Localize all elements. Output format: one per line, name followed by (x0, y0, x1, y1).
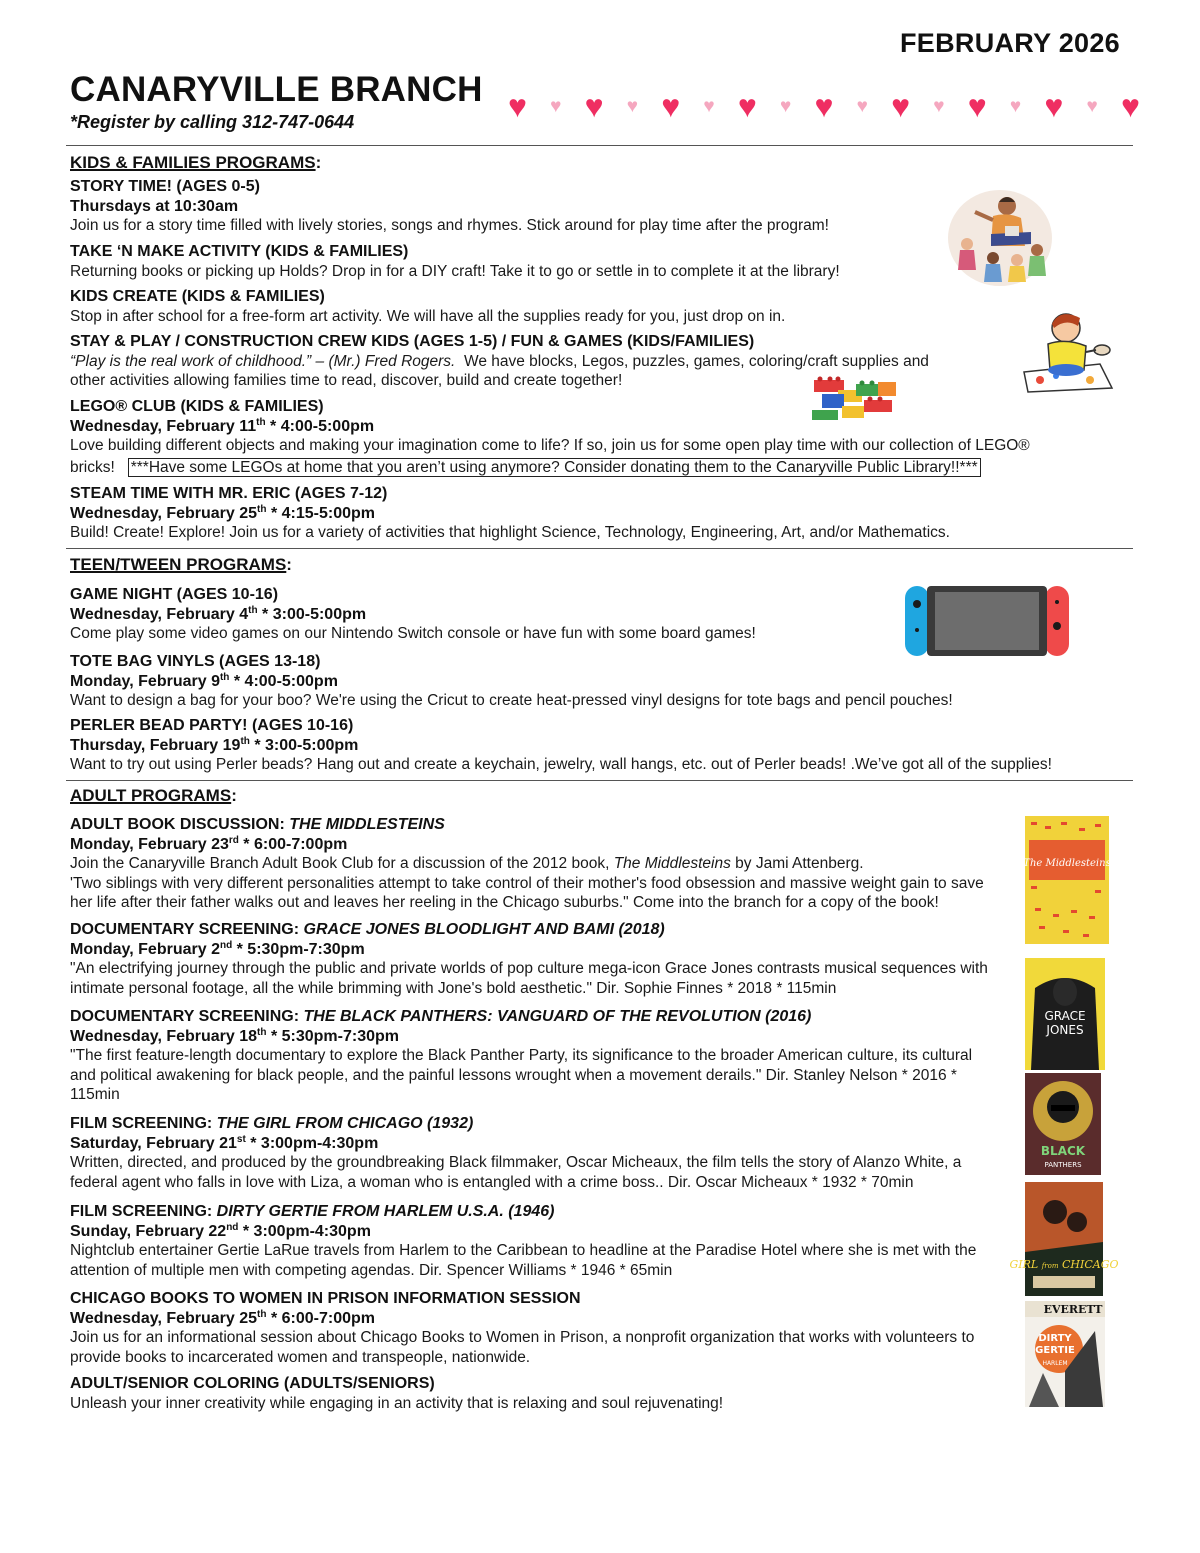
black-panthers-cover (1025, 1073, 1101, 1175)
grace-jones-cover (1025, 958, 1105, 1070)
kid-painting-illustration (1020, 306, 1116, 392)
heart-icon: ♥ (584, 88, 604, 124)
adult-section-heading: ADULT PROGRAMS: (70, 786, 237, 805)
program-desc: Unleash your inner creativity while engaging in an activity that is relaxing and soul rejuvenating! (70, 1394, 724, 1412)
program-desc: other activities allowing families time to read, discover, build and create together! (70, 372, 623, 389)
program-title: ADULT BOOK DISCUSSION: THE MIDDLESTEINS (70, 816, 445, 833)
cover-title: DIRTY (1038, 1333, 1072, 1344)
program-desc: Want to try out using Perler beads? Hang out and create a keychain, jewelry, wall hangs, etc. out of Perler beads! .We’ve got all of the supplies! (70, 756, 1052, 773)
program-title: STAY & PLAY / CONSTRUCTION CREW KIDS (AGES 1-5) / FUN & GAMES (KIDS/FAMILIES) (70, 333, 755, 350)
program-dirty-gertie (70, 1202, 976, 1280)
heart-icon: ♥ (550, 95, 562, 117)
divider (66, 548, 1133, 549)
program-desc: Stop in after school for a free-form art activity. We will have all the supplies ready for you, just drop on in. (70, 307, 786, 325)
program-desc: 'Two siblings with very different personalities attempt to take control of their mother's food obsession and massive weight gain to save (70, 874, 984, 892)
program-desc: "The first feature-length documentary to explore the Black Panther Party, its significance to the broader American culture, its cultural (70, 1047, 973, 1064)
program-grace-jones (70, 920, 988, 998)
heart-icon: ♥ (933, 95, 945, 117)
heart-icon: ♥ (780, 95, 792, 117)
program-date: Wednesday, February 11th * 4:00-5:00pm (70, 416, 375, 435)
program-kids-create (70, 287, 785, 326)
cover-title: JONES (1046, 1023, 1084, 1037)
program-desc: Join the Canaryville Branch Adult Book Club for a discussion of the 2012 book, The Middlesteins by Jami Attenberg. (70, 855, 864, 872)
storytime-illustration (945, 184, 1055, 288)
program-desc: provide books to incarcerated women and transpeople, nationwide. (70, 1348, 531, 1366)
cover-title: GERTIE (1035, 1345, 1075, 1356)
program-black-panthers (70, 1007, 972, 1105)
cover-title: BLACK (1040, 1144, 1086, 1158)
program-take-n-make (70, 242, 840, 281)
program-desc: 115min (70, 1086, 120, 1103)
heart-icon: ♥ (737, 88, 757, 124)
middlesteins-cover (1025, 816, 1109, 944)
heart-icon: ♥ (814, 88, 834, 124)
program-game-night (70, 585, 756, 644)
program-title: TOTE BAG VINYLS (AGES 13-18) (70, 653, 321, 670)
program-date: Monday, February 23rd * 6:00-7:00pm (70, 834, 348, 853)
program-desc: Nightclub entertainer Gertie LaRue travels from Harlem to the Caribbean to headline at the Paradise Hotel where she is met with the (70, 1242, 977, 1259)
program-date: Sunday, February 22nd * 3:00pm-4:30pm (70, 1221, 371, 1240)
heart-icon: ♥ (1009, 95, 1022, 117)
register-note: *Register by calling 312-747-0644 (70, 112, 355, 132)
program-title: LEGO® CLUB (KIDS & FAMILIES) (70, 398, 324, 415)
cover-title: GIRL from CHICAGO (1009, 1258, 1119, 1271)
heart-icon: ♥ (967, 88, 987, 124)
teen-section-heading: TEEN/TWEEN PROGRAMS: (70, 555, 292, 574)
program-story-time (70, 177, 829, 236)
program-title: DOCUMENTARY SCREENING: THE BLACK PANTHERS: VANGUARD OF THE REVOLUTION (2016) (70, 1008, 812, 1025)
program-title: DOCUMENTARY SCREENING: GRACE JONES BLOODLIGHT AND BAMI (2018) (70, 921, 665, 938)
program-desc: her life after their father walks out and leaves her reeling in the Chicago suburbs." Come into the branch for a copy of the book! (70, 894, 939, 911)
program-title: STEAM TIME WITH MR. ERIC (AGES 7-12) (70, 485, 388, 502)
nintendo-switch-illustration (903, 582, 1071, 660)
heart-icon: ♥ (1121, 88, 1140, 124)
program-desc: attention of multiple men with competing agendas. Dir. Spencer Williams * 1946 * 65min (70, 1261, 673, 1279)
program-desc: Join us for a story time filled with lively stories, songs and rhymes. Stick around for play time after the program! (70, 217, 829, 234)
program-desc: “Play is the real work of childhood.” – (Mr.) Fred Rogers. We have blocks, Legos, puzzles, games, coloring/craft supplies and (70, 352, 929, 370)
program-desc: intimate personal footage, all the while brimming with Jone's bold aesthetic." Dir. Sophie Finnes * 2018 * 115min (70, 979, 837, 997)
lego-donation-note: ***Have some LEGOs at home that you aren’t using anymore? Consider donating them to the Canaryville Public Library!!*** (128, 458, 981, 477)
heart-icon: ♥ (856, 95, 868, 117)
program-desc: "An electrifying journey through the public and private worlds of pop culture mega-icon Grace Jones contrasts musical sequences with (70, 960, 988, 977)
program-desc: federal agent who falls in love with Liza, a woman who is entangled with a crime boss.. Dir. Oscar Micheaux * 1932 * 70min (70, 1173, 914, 1191)
heart-icon: ♥ (508, 88, 527, 124)
month-label: FEBRUARY 2026 (900, 28, 1120, 58)
program-desc: Want to design a bag for your boo? We're using the Cricut to create heat-pressed vinyl designs for tote bags and pencil pouches! (70, 692, 953, 709)
divider (66, 780, 1133, 781)
program-desc: Love building different objects and making your imagination come to life? If so, join us for some open play time with our collection of LEGO® (70, 437, 1030, 454)
hearts-border (508, 88, 1140, 124)
program-date: Wednesday, February 25th * 4:15-5:00pm (70, 503, 375, 522)
heart-icon: ♥ (626, 95, 639, 117)
program-title: ADULT/SENIOR COLORING (ADULTS/SENIORS) (70, 1375, 435, 1392)
program-title: STORY TIME! (AGES 0-5) (70, 178, 260, 195)
program-desc: Written, directed, and produced by the groundbreaking Black filmmaker, Oscar Micheaux, the film tells the story of Alanzo White, a (70, 1154, 962, 1171)
program-adult-coloring (70, 1374, 723, 1413)
program-desc: bricks! ***Have some LEGOs at home that you aren’t using anymore? Consider donating them to the Canaryville Public Library!!*** (70, 458, 1030, 478)
cover-title: GRACE (1044, 1009, 1086, 1023)
heart-icon: ♥ (1086, 95, 1098, 117)
program-title: KIDS CREATE (KIDS & FAMILIES) (70, 288, 325, 305)
program-title: TAKE ‘N MAKE ACTIVITY (KIDS & FAMILIES) (70, 243, 409, 260)
program-date: Thursdays at 10:30am (70, 197, 239, 215)
heart-icon: ♥ (891, 88, 911, 124)
cover-title: The Middlesteins (1023, 858, 1111, 869)
program-date: Monday, February 9th * 4:00-5:00pm (70, 671, 338, 690)
program-title: CHICAGO BOOKS TO WOMEN IN PRISON INFORMATION SESSION (70, 1290, 581, 1307)
heart-icon: ♥ (1044, 88, 1064, 124)
heart-icon: ♥ (661, 88, 681, 124)
program-desc: Come play some video games on our Nintendo Switch console or have fun with some board games! (70, 625, 756, 642)
dirty-gertie-cover (1025, 1301, 1105, 1407)
program-desc: Build! Create! Explore! Join us for a variety of activities that highlight Science, Technology, Engineering, Art, and/or Mathematics. (70, 524, 950, 541)
program-title: PERLER BEAD PARTY! (AGES 10-16) (70, 717, 354, 734)
program-date: Wednesday, February 25th * 6:00-7:00pm (70, 1308, 375, 1327)
program-book-discussion (70, 815, 984, 913)
program-perler (70, 716, 1052, 775)
program-date: Wednesday, February 18th * 5:30pm-7:30pm (70, 1026, 399, 1045)
program-desc: Returning books or picking up Holds? Drop in for a DIY craft! Take it to go or settle in to complete it at the library! (70, 262, 840, 280)
girl-from-chicago-cover (1009, 1182, 1119, 1296)
cover-title: EVERETT (1043, 1303, 1103, 1316)
program-steam-time (70, 484, 950, 543)
cover-title: HARLEM (1042, 1360, 1068, 1367)
branch-title: CANARYVILLE BRANCH (70, 70, 483, 109)
program-tote-bag (70, 652, 953, 711)
program-date: Monday, February 2nd * 5:30pm-7:30pm (70, 939, 365, 958)
program-date: Thursday, February 19th * 3:00-5:00pm (70, 735, 359, 754)
divider (66, 145, 1133, 146)
cover-title: PANTHERS (1044, 1161, 1082, 1169)
program-books-to-women (70, 1289, 974, 1367)
program-title: FILM SCREENING: THE GIRL FROM CHICAGO (1932) (70, 1115, 474, 1132)
program-title: FILM SCREENING: DIRTY GERTIE FROM HARLEM U.S.A. (1946) (70, 1203, 555, 1220)
program-date: Wednesday, February 4th * 3:00-5:00pm (70, 604, 367, 623)
program-girl-from-chicago (70, 1114, 961, 1192)
kids-section-heading: KIDS & FAMILIES PROGRAMS: (70, 153, 322, 172)
program-desc: and political awakening for black people, and the painful lessons wrought when a movement derails." Dir. Stanley Nelson * 2016 * (70, 1066, 957, 1084)
program-desc: Join us for an informational session about Chicago Books to Women in Prison, a nonprofit organization that works with volunteers to (70, 1329, 975, 1346)
program-title: GAME NIGHT (AGES 10-16) (70, 586, 279, 603)
heart-icon: ♥ (703, 95, 715, 117)
program-date: Saturday, February 21st * 3:00pm-4:30pm (70, 1133, 379, 1152)
program-stay-play (70, 332, 929, 391)
lego-bricks-illustration (808, 374, 904, 426)
